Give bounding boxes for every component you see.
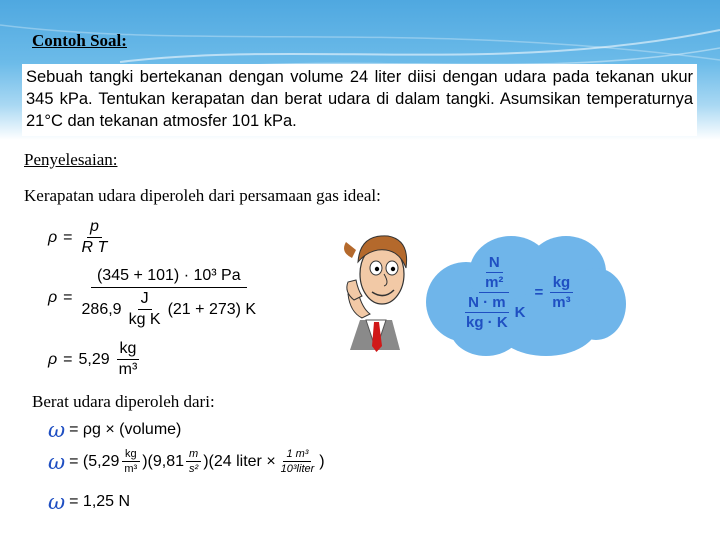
unit-denominator: m³ (124, 463, 138, 475)
weight-equation-3 (48, 490, 130, 514)
slide-title: Contoh Soal: (32, 31, 127, 50)
conversion-numerator: 1 m³ (283, 448, 311, 462)
unit-k: K (514, 304, 526, 321)
conversion-fraction (278, 448, 318, 475)
numerator: (345 + 101) · 10³ Pa (91, 267, 247, 288)
weight-term-volume: )(24 liter × (203, 452, 276, 470)
unit-numerator: kg (117, 340, 140, 360)
conversion-denominator: 10³liter (280, 463, 315, 475)
unit-numerator: J (138, 290, 152, 310)
omega-symbol: ω (48, 418, 66, 442)
solution-heading: Penyelesaian: (24, 150, 118, 169)
equals-sign: = (63, 350, 73, 368)
density-equation-3 (48, 340, 140, 379)
unit-kgk: kg · K (466, 314, 508, 331)
rho-symbol: ρ (48, 289, 58, 306)
weight-heading: Berat udara diperoleh dari: (32, 392, 215, 411)
density-equation-2 (48, 267, 259, 329)
unit-fraction (121, 448, 140, 475)
unit-big-fraction (460, 254, 529, 331)
weight-formula: = ρg × (volume) (69, 421, 182, 438)
weight-term-density: = (5,29 (69, 452, 120, 470)
weight-equation-1 (48, 418, 181, 442)
equals-sign: = (63, 289, 73, 306)
unit-m3: m³ (552, 294, 571, 311)
unit-numerator: kg (122, 448, 140, 462)
omega-symbol: ω (48, 490, 66, 514)
unit-m2: m² (485, 274, 504, 291)
unit-fraction (116, 340, 141, 379)
unit-numerator: m (186, 448, 201, 462)
intro-text: Kerapatan udara diperoleh dari persamaan gas ideal: (24, 186, 381, 205)
unit-n: N (486, 254, 503, 273)
temperature-term: (21 + 273) K (167, 300, 257, 318)
problem-statement: Sebuah tangki bertekanan dengan volume 24 liter diisi dengan udara pada tekanan ukur 345 kPa. Tentukan kerapatan dan berat udara di dalam tangki. Asumsikan temperaturnya 21°C dan tekanan atmosfer 101 kPa. (22, 64, 697, 136)
gas-constant-value: 286,9 (81, 300, 122, 318)
unit-kg: kg (550, 274, 574, 293)
density-equation-1 (48, 218, 110, 257)
unit-derivation (460, 254, 600, 338)
rho-symbol: ρ (48, 350, 58, 368)
density-value: 5,29 (78, 350, 110, 368)
numerator: p (87, 218, 102, 238)
unit-nm: N · m (465, 294, 509, 313)
equals-sign: = (534, 284, 544, 301)
cartoon-man-illustration (330, 222, 420, 352)
unit-fraction (126, 290, 164, 329)
weight-term-gravity: )(9,81 (142, 452, 185, 470)
omega-symbol: ω (48, 449, 66, 474)
equals-sign: = (63, 228, 73, 246)
weight-result: = 1,25 N (69, 493, 131, 510)
unit-fraction (186, 448, 201, 475)
denominator: R T (81, 239, 108, 256)
rho-symbol: ρ (48, 228, 58, 246)
fraction (79, 218, 111, 257)
unit-denominator: s² (189, 463, 199, 475)
denominator (79, 288, 260, 329)
unit-denominator: m³ (118, 361, 138, 378)
unit-denominator: kg K (128, 311, 161, 328)
weight-equation-2 (48, 448, 325, 475)
fraction (79, 267, 260, 329)
closing-parenthesis: ) (319, 452, 325, 470)
